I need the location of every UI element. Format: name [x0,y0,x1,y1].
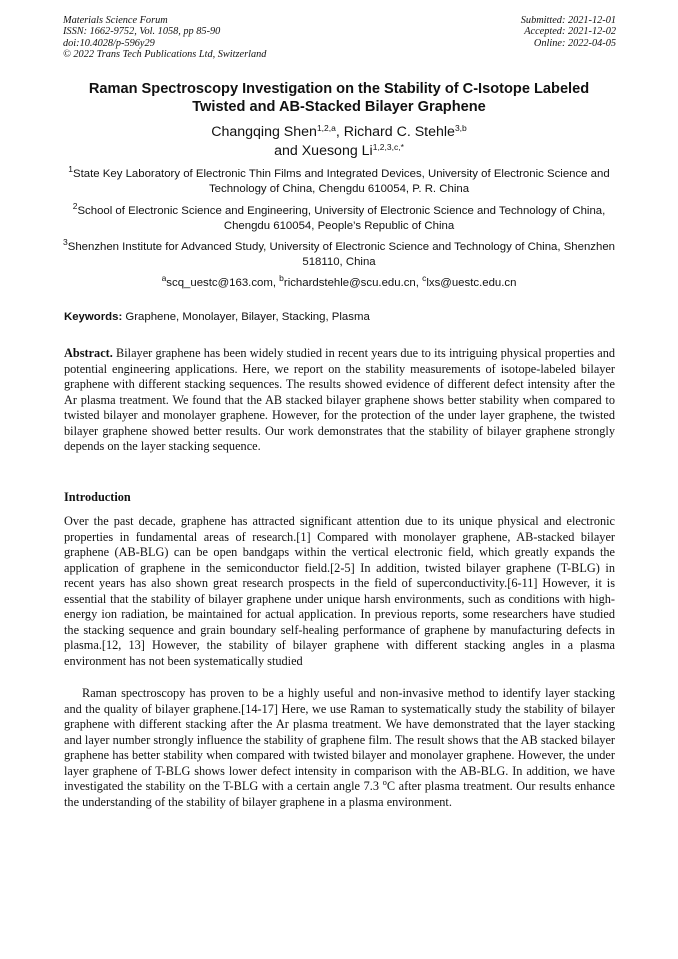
title-line-2: Twisted and AB-Stacked Bilayer Graphene [192,99,486,115]
affiliation-text: Shenzhen Institute for Advanced Study, University of Electronic Science and Technology of China, Shenzhen 518110, China [67,241,616,268]
email-link[interactable]: lxs@uestc.edu.cn [426,277,517,289]
affiliation-text: School of Electronic Science and Engineering, University of Electronic Science and Technology of China, Chengdu 610054, People’s Republic of China [77,205,606,232]
dates-header [521,15,616,49]
paragraph-text: C after plasma treatment. Our results enhance the understanding of the stability of bilayer graphene in a plasma environment. [64,779,615,809]
journal-doi: doi:10.4028/p-596y29 [63,37,155,49]
intro-paragraph-2 [64,686,615,810]
journal-copyright: © 2022 Trans Tech Publications Ltd, Switzerland [63,48,267,60]
paper-title [40,80,638,116]
affiliation [60,201,618,234]
title-line-1: Raman Spectroscopy Investigation on the Stability of C-Isotope Labeled [88,81,590,97]
author-affiliation-marker: 3,b [454,123,467,133]
author-emails [60,273,618,291]
email-link[interactable]: scq_uestc@163.com, [166,277,280,289]
affiliation [60,237,618,270]
author-line-1 [40,123,638,142]
affiliation-marker: 1 [68,164,74,174]
journal-name: Materials Science Forum [63,15,168,26]
intro-paragraph-1: Over the past decade, graphene has attracted significant attention due to its unique physical and electronic properties in fundamental areas of research.[1] Compared with monolayer graphene, AB-stacked bilayer graphene (AB-BLG) can be open bandgaps within the vertical electronic field, which greatly expands the application of graphene in the semiconductor field.[2-5] In addition, twisted bilayer graphene (T-BLG) in recent years has also shown great research prospects in the field of superconductivity.[6-11] However, it is essential that the stability of bilayer graphene under unique harsh environments, such as conditions with high-energy ion radiation, be maintained for actual application. In previous reports, some researchers have studied the stacking sequence and grain boundary self-healing performance of graphene by manufacturing defects in plasma.[12, 13] However, the stability of bilayer graphene with different stacking angles in a plasma environment has not been systematically studied [64,514,615,668]
paragraph-text: Raman spectroscopy has proven to be a highly useful and non-invasive method to identify layer stacking and the quality of bilayer graphene.[14-17] Here, we use Raman to systematically study the stability of bilayer graphene with different stacking after the Ar plasma treatment. We have demonstrated that the layer stacking and layer number strongly influence the stability of graphene film. The result shows that the AB stacked bilayer graphene has better stability when compared with twisted bilayer and monolayer graphene. However, the under layer graphene of T-BLG shows lower defect intensity in comparison with the AB-BLG. In addition, we have investigated the stability on the T-BLG with a certain angle 7.3 [64,686,615,794]
email-marker: a [161,273,167,283]
abstract-label: Abstract. [64,346,113,360]
author-affiliation-marker: 1,2,3,c,* [372,141,404,152]
affiliation-marker: 3 [62,237,68,247]
author-name: Richard C. Stehle [343,124,455,140]
journal-issn: ISSN: 1662-9752, Vol. 1058, pp 85-90 [63,26,221,38]
author-conjunction: and [274,142,302,159]
accepted-date: Accepted: 2021-12-02 [524,26,616,38]
degree-symbol: o [382,777,387,788]
email-marker: b [279,273,284,283]
author-line-2 [40,142,638,161]
author-list [40,123,638,160]
keywords-text: Graphene, Monolayer, Bilayer, Stacking, Plasma [122,311,370,323]
abstract-text: Bilayer graphene has been widely studied in recent years due to its intriguing physical properties and potential engineering applications. Here, we report on the stability measurements of isotope-labeled bilayer graphene with different stacking sequences. The results showed evidence of different defect intensity after the Ar plasma treatment. We found that the AB stacked bilayer graphene shows better stability when compared to twisted bilayer and monolayer graphene. However, for the protection of the under layer graphene, the twisted bilayer graphene showed better results. Our work demonstrates that the stability of bilayer graphene strongly depends on the layer stacking sequence. [64,346,615,454]
submitted-date: Submitted: 2021-12-01 [520,15,616,26]
affiliation-marker: 2 [72,201,78,211]
author-name: Changqing Shen [211,124,317,140]
keywords [64,310,616,325]
author-affiliation-marker: 1,2,a [316,123,336,133]
affiliation-text: State Key Laboratory of Electronic Thin Films and Integrated Devices, University of Electronic Science and Technology of China, Chengdu 610054, P. R. China [73,168,610,195]
keywords-label: Keywords: [64,311,123,323]
abstract [64,346,615,455]
section-heading: Introduction [64,490,131,504]
online-date: Online: 2022-04-05 [533,37,616,49]
author-separator: , [335,124,344,140]
email-link[interactable]: richardstehle@scu.edu.cn, [283,277,423,289]
journal-header [63,15,266,60]
affiliation [60,164,618,197]
email-marker: c [422,273,427,283]
author-name: Xuesong Li [301,142,373,159]
